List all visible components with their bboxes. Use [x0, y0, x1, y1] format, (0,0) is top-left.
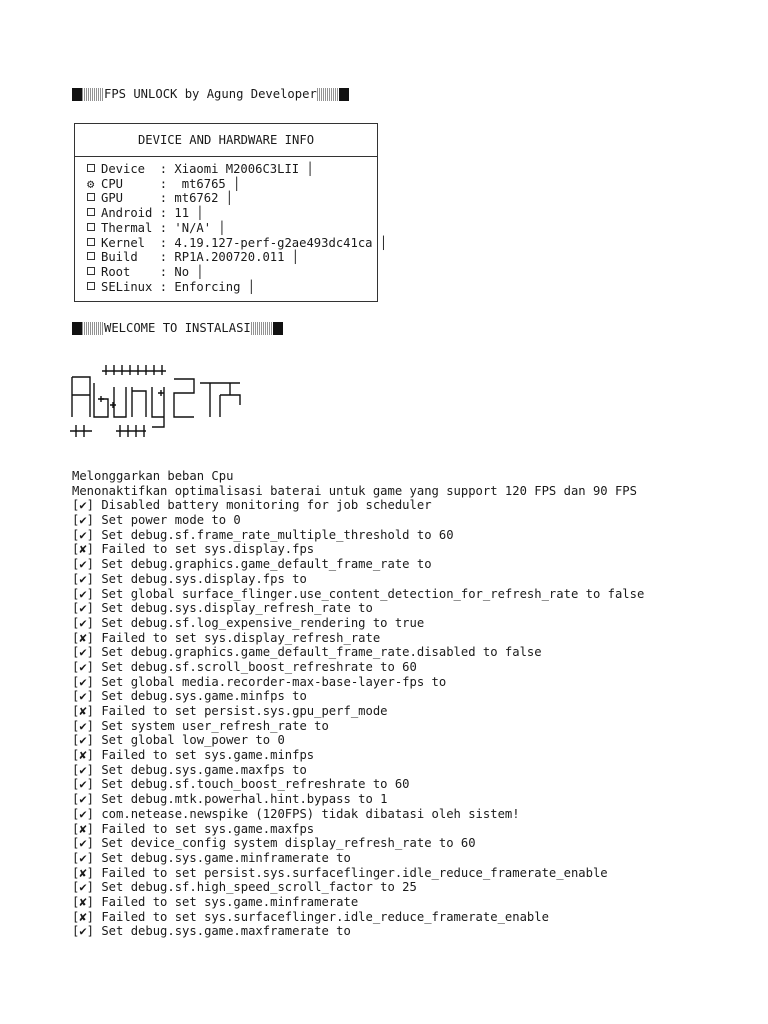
log-line: [✔] Set debug.sys.game.minframerate to [72, 850, 351, 865]
gear-icon: ⚙ [87, 176, 95, 191]
log-line: [✘] Failed to set sys.game.minfps [72, 748, 315, 763]
square-icon [87, 164, 95, 172]
device-info-value: 'N/A' │ [174, 220, 226, 235]
log-line: Menonaktifkan optimalisasi baterai untuk game yang support 120 FPS dan 90 FPS [72, 483, 637, 498]
square-icon [87, 223, 95, 231]
device-info-key: Device [101, 162, 153, 176]
device-info-value: mt6762 │ [174, 191, 234, 206]
device-info-separator: : [152, 191, 175, 206]
log-line: [✔] Set debug.sys.display.fps to [72, 571, 307, 586]
log-line: [✔] Set global low_power to 0 [72, 733, 285, 748]
log-line: [✔] Set debug.sf.high_speed_scroll_factor to 25 [72, 880, 417, 895]
device-info-row [87, 162, 314, 176]
log-line: [✔] Set system user_refresh_rate to [72, 718, 329, 733]
log-line: [✔] Set debug.graphics.game_default_frame_rate.disabled to false [72, 645, 542, 660]
device-info-key: SELinux [101, 279, 153, 294]
device-info-value: No │ [174, 264, 204, 279]
log-line: [✔] Disabled battery monitoring for job scheduler [72, 498, 432, 513]
device-info-key: Root [101, 264, 153, 279]
square-icon [87, 267, 95, 275]
log-line: [✘] Failed to set sys.display.fps [72, 542, 315, 557]
device-info-separator: : [152, 279, 175, 294]
log-line: [✔] Set debug.sf.touch_boost_refreshrate to 60 [72, 777, 410, 792]
square-icon [87, 193, 95, 201]
device-info-separator: : [152, 264, 175, 279]
square-icon [87, 208, 95, 216]
device-info-separator: : [152, 250, 175, 265]
log-line: [✔] Set debug.mtk.powerhal.hint.bypass to 1 [72, 792, 388, 807]
log-line: [✔] Set debug.sf.log_expensive_rendering to true [72, 615, 425, 630]
device-info-row [87, 280, 255, 294]
device-info-row [87, 236, 387, 250]
log-output [72, 469, 644, 939]
block-left-icon [72, 88, 82, 101]
log-line: [✔] Set debug.sys.game.maxfps to [72, 762, 307, 777]
device-info-heading: DEVICE AND HARDWARE INFO [137, 133, 315, 147]
title-banner [72, 87, 349, 102]
log-line: [✘] Failed to set sys.display_refresh_rate [72, 630, 381, 645]
shade-left-icon [82, 322, 104, 335]
log-line: [✔] Set debug.sf.frame_rate_multiple_threshold to 60 [72, 527, 454, 542]
log-line: [✔] Set global media.recorder-max-base-layer-fps to [72, 674, 447, 689]
log-line: [✔] Set device_config system display_refresh_rate to 60 [72, 836, 476, 851]
welcome-banner-text: WELCOME TO INSTALASI [104, 321, 251, 335]
device-info-key: Android [101, 206, 153, 221]
log-line: [✔] com.netease.newspike (120FPS) tidak dibatasi oleh sistem! [72, 806, 520, 821]
log-line: [✔] Set power mode to 0 [72, 513, 241, 528]
device-info-row [87, 177, 240, 191]
device-info-separator: : [152, 235, 175, 250]
square-icon [87, 238, 95, 246]
device-info-separator: : [152, 162, 175, 176]
device-info-separator: : [152, 176, 175, 191]
block-right-icon [273, 322, 283, 335]
log-line: [✘] Failed to set sys.surfaceflinger.idle_reduce_framerate_enable [72, 909, 549, 924]
log-line: [✘] Failed to set persist.sys.gpu_perf_mode [72, 704, 388, 718]
device-info-value: 11 │ [174, 206, 204, 221]
device-info-key: Kernel [101, 235, 153, 250]
device-info-value: mt6765 │ [174, 176, 241, 191]
device-info-row [87, 221, 226, 235]
log-line: [✔] Set debug.sys.display_refresh_rate to [72, 601, 373, 616]
device-info-box [74, 123, 388, 302]
welcome-banner [72, 321, 283, 336]
shade-left-icon [82, 88, 104, 101]
device-info-row [87, 265, 204, 279]
shade-right-icon [251, 322, 273, 335]
log-line: [✔] Set debug.graphics.game_default_frame_rate to [72, 557, 432, 572]
block-right-icon [339, 88, 349, 101]
device-info-divider [75, 156, 377, 157]
log-line: [✘] Failed to set sys.game.maxfps [72, 821, 315, 836]
log-line: [✘] Failed to set persist.sys.surfaceflinger.idle_reduce_framerate_enable [72, 865, 608, 880]
device-info-key: GPU [101, 191, 153, 206]
square-icon [87, 282, 95, 290]
device-info-key: Thermal [101, 220, 153, 235]
device-info-value: RP1A.200720.011 │ [174, 250, 300, 265]
agung-logo-icon [70, 365, 245, 441]
log-line: Melonggarkan beban Cpu [72, 469, 234, 483]
log-line: [✔] Set debug.sys.game.maxframerate to [72, 924, 351, 939]
title-banner-text: FPS UNLOCK by Agung Developer [104, 87, 317, 101]
device-info-value: Enforcing │ [174, 279, 256, 294]
device-info-key: Build [101, 250, 153, 265]
shade-right-icon [317, 88, 339, 101]
device-info-value: Xiaomi M2006C3LII │ [174, 162, 314, 176]
log-line: [✔] Set debug.sf.scroll_boost_refreshrate to 60 [72, 659, 417, 674]
device-info-separator: : [152, 220, 175, 235]
square-icon [87, 252, 95, 260]
log-line: [✔] Set global surface_flinger.use_content_detection_for_refresh_rate to false [72, 586, 645, 601]
block-left-icon [72, 322, 82, 335]
device-info-row [87, 206, 204, 220]
device-info-separator: : [152, 206, 175, 221]
device-info-row [87, 191, 233, 205]
device-info-row [87, 250, 299, 264]
device-info-value: 4.19.127-perf-g2ae493dc41ca │ [174, 235, 388, 250]
log-line: [✔] Set debug.sys.game.minfps to [72, 689, 307, 704]
device-info-key: CPU [101, 176, 153, 191]
log-line: [✘] Failed to set sys.game.minframerate [72, 894, 359, 909]
